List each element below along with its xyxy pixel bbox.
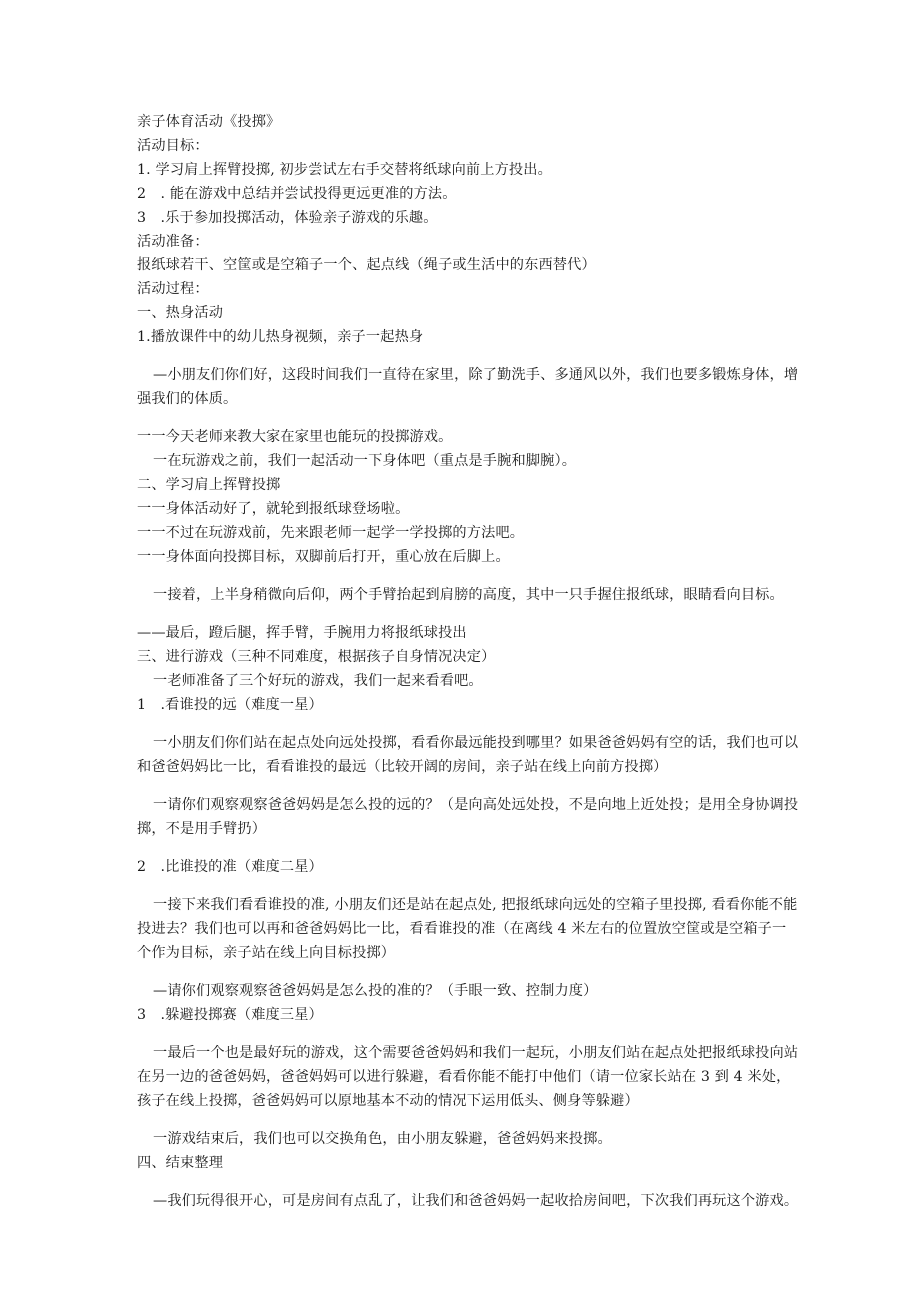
section1-paragraph-3: 一在玩游戏之前，我们一起活动一下身体吧（重点是手腕和脚腕）。: [153, 453, 577, 470]
goal-item-3: 3 .乐于参加投掷活动，体验亲子游戏的乐趣。: [137, 209, 438, 226]
section2-paragraph-2: 一一不过在玩游戏前，先来跟老师一起学一学投掷的方法吧。: [137, 524, 525, 541]
process-heading: 活动过程：: [137, 281, 209, 298]
game2-paragraph-2: —请你们观察观察爸爸妈妈是怎么投的准的？（手眼一致、控制力度）: [153, 982, 598, 999]
section1-item: 1.播放课件中的幼儿热身视频，亲子一起热身: [137, 329, 424, 346]
section2-paragraph-1: 一一身体活动好了，就轮到报纸球登场啦。: [137, 500, 410, 517]
game2-paragraph-1: 一接下来我们看看谁投的准, 小朋友们还是站在起点处, 把报纸球向远处的空箱子里投掷, 看看你能不能投进去？我们也可以再和爸爸妈妈比一比，看看谁投的准（在离线 4 米左右的位置放空筐或是空箱子一个作为目标，亲子站在线上向目标投掷）: [137, 896, 798, 961]
game1-title: 1 .看谁投的远（难度一星）: [137, 696, 323, 713]
section4-heading: 四、结束整理: [137, 1154, 224, 1171]
section2-paragraph-5: ——最后，蹬后腿，挥手臂，手腕用力将报纸球投出: [137, 624, 467, 641]
section4-paragraph-1: —我们玩得很开心，可是房间有点乱了，让我们和爸爸妈妈一起收拾房间吧，下次我们再玩这个游戏。: [153, 1192, 799, 1209]
section1-paragraph-2: 一一今天老师来教大家在家里也能玩的投掷游戏。: [137, 429, 453, 446]
game1-paragraph-1: 一小朋友们你们站在起点处向远处投掷，看看你最远能投到哪里？如果爸爸妈妈有空的话，我们也可以和爸爸妈妈比一比，看看谁投的最远（比较开阔的房间，亲子站在线上向前方投掷）: [137, 734, 799, 775]
section1-paragraph-1: —小朋友们你们好，这段时间我们一直待在家里，除了勤洗手、多通风以外，我们也要多锻炼身体，增强我们的体质。: [137, 367, 799, 408]
section2-heading: 二、学习肩上挥臂投掷: [137, 477, 281, 494]
section1-heading: 一、热身活动: [137, 305, 224, 322]
goal-item-1: 1. 学习肩上挥臂投掷, 初步尝试左右手交替将纸球向前上方投出。: [137, 161, 552, 178]
section2-paragraph-3: 一一身体面向投掷目标，双脚前后打开，重心放在后脚上。: [137, 548, 510, 565]
goals-heading: 活动目标：: [137, 137, 209, 154]
prep-text: 报纸球若干、空筐或是空箱子一个、起点线（绳子或生活中的东西替代）: [137, 257, 596, 274]
document-title: 亲子体育活动《投掷》: [137, 114, 281, 130]
section3-intro: 一老师准备了三个好玩的游戏，我们一起来看看吧。: [153, 672, 483, 689]
game3-paragraph-2: 一游戏结束后，我们也可以交换角色，由小朋友躲避，爸爸妈妈来投掷。: [153, 1130, 612, 1147]
section3-heading: 三、进行游戏（三种不同难度，根据孩子自身情况决定）: [137, 648, 496, 665]
goal-item-2: 2 . 能在游戏中总结并尝试投得更远更准的方法。: [137, 185, 457, 202]
document-page: [137, 111, 799, 1228]
game3-title: 3 .躲避投掷赛（难度三星）: [137, 1006, 323, 1023]
game3-paragraph-1: 一最后一个也是最好玩的游戏，这个需要爸爸妈妈和我们一起玩，小朋友们站在起点处把报纸球投向站在另一边的爸爸妈妈，爸爸妈妈可以进行躲避，看看你能不能打中他们（请一位家长站在 3 到 4 米处，孩子在线上投掷，爸爸妈妈可以原地基本不动的情况下运用低头、侧身等躲避）: [137, 1044, 799, 1109]
game1-paragraph-2: 一请你们观察观察爸爸妈妈是怎么投的远的？（是向高处远处投，不是向地上近处投；是用全身协调投掷，不是用手臂扔）: [137, 796, 799, 837]
game2-title: 2 .比谁投的准（难度二星）: [137, 858, 323, 875]
section2-paragraph-4: 一接着，上半身稍微向后仰，两个手臂抬起到肩膀的高度，其中一只手握住报纸球，眼睛看向目标。: [153, 586, 784, 603]
prep-heading: 活动准备：: [137, 233, 209, 250]
